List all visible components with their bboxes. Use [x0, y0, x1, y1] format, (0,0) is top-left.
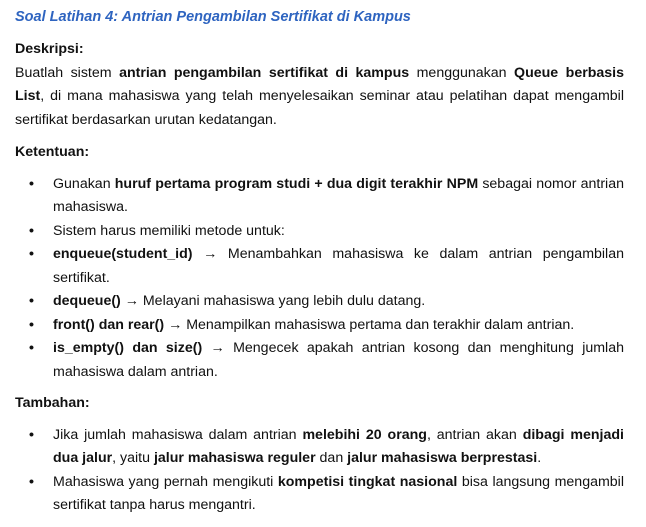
item-text: → Menambahkan mahasiswa ke dalam antrian pengambilan sertifikat.	[53, 246, 624, 286]
deskripsi-text-3: , di mana mahasiswa yang telah menyelesaikan seminar atau pelatihan dapat mengambil sertifikat berdasarkan urutan kedatangan.	[15, 88, 624, 128]
bullet-icon: •	[29, 473, 34, 490]
item-text: bisa langsung mengambil sertifikat tanpa harus mengantri.	[53, 473, 624, 513]
item-bold: front() dan rear()	[53, 316, 165, 333]
item-text: → Menampilkan mahasiswa pertama dan terakhir dalam antrian.	[164, 316, 575, 333]
item-text: , antrian akan	[426, 426, 523, 443]
ketentuan-item	[15, 243, 624, 290]
item-bold: jalur mahasiswa berprestasi	[347, 450, 538, 466]
item-text: Jika jumlah mahasiswa dalam antrian	[53, 426, 303, 443]
ketentuan-item	[15, 173, 624, 220]
bullet-icon: •	[29, 293, 34, 309]
item-bold: dequeue()	[53, 293, 121, 309]
item-text: .	[537, 450, 542, 466]
item-text: Mahasiswa yang pernah mengikuti	[53, 473, 278, 490]
item-text: Sistem harus memiliki metode untuk:	[53, 222, 285, 239]
tambahan-heading: Tambahan:	[15, 395, 90, 411]
item-bold: kompetisi tingkat nasional	[277, 473, 458, 490]
ketentuan-item	[15, 314, 624, 338]
bullet-icon: •	[29, 316, 34, 333]
tambahan-item	[15, 471, 624, 518]
deskripsi-heading: Deskripsi:	[15, 41, 84, 57]
deskripsi-text-2: menggunakan	[409, 64, 515, 81]
item-text: , yaitu	[112, 450, 154, 466]
item-text: → Mengecek apakah antrian kosong dan menghitung jumlah mahasiswa dalam antrian.	[53, 340, 624, 380]
deskripsi-paragraph	[15, 62, 624, 133]
ketentuan-item	[15, 290, 624, 314]
deskripsi-bold-2: Queue berbasis List	[15, 64, 625, 104]
item-text: dan	[315, 450, 348, 466]
document-title: Soal Latihan 4: Antrian Pengambilan Sertifikat di Kampus	[15, 9, 411, 25]
bullet-icon: •	[29, 246, 34, 262]
bullet-icon: •	[29, 222, 34, 239]
item-bold: enqueue(student_id)	[53, 246, 193, 262]
bullet-icon: •	[29, 340, 34, 356]
ketentuan-item	[15, 337, 624, 384]
tambahan-item	[15, 424, 624, 471]
item-text: sebagai nomor antrian mahasiswa.	[53, 175, 624, 215]
item-text: Gunakan	[53, 175, 115, 192]
item-bold: huruf pertama program studi + dua digit terakhir NPM	[114, 175, 479, 192]
deskripsi-text-1: Buatlah sistem	[15, 64, 120, 81]
item-bold: is_empty() dan size()	[53, 340, 203, 356]
bullet-icon: •	[29, 426, 34, 443]
item-bold: melebihi 20 orang	[302, 426, 427, 443]
item-bold: jalur mahasiswa reguler	[153, 450, 316, 466]
bullet-icon: •	[29, 175, 34, 192]
tambahan-list	[15, 424, 624, 518]
item-text: → Melayani mahasiswa yang lebih dulu datang.	[120, 293, 426, 309]
item-bold: dibagi menjadi dua jalur	[53, 426, 624, 466]
ketentuan-heading: Ketentuan:	[15, 144, 90, 160]
ketentuan-list	[15, 173, 624, 385]
deskripsi-bold-1: antrian pengambilan sertifikat di kampus	[119, 64, 410, 81]
ketentuan-item	[15, 220, 624, 244]
